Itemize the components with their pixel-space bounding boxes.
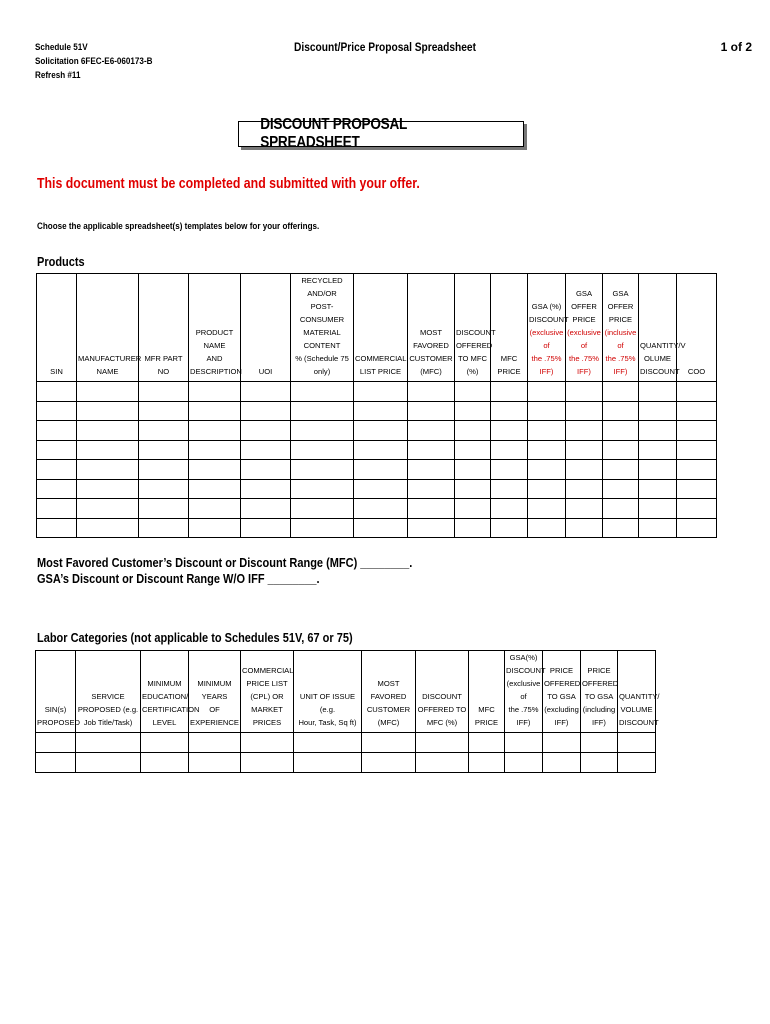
products-table-row [37,421,717,441]
labor-entry-cell[interactable] [141,733,189,753]
products-entry-cell[interactable] [291,518,354,538]
products-entry-cell[interactable] [677,421,717,441]
labor-header-text: (exclusive of [506,679,541,701]
labor-header-cell [362,651,416,733]
labor-header-text: MFC (%) [426,718,458,727]
products-entry-cell[interactable] [37,460,77,480]
products-entry-cell[interactable] [566,460,603,480]
products-header-text: PRICE [608,315,633,324]
products-header-iff-note: IFF) [577,367,591,376]
labor-entry-cell[interactable] [543,733,581,753]
products-entry-cell[interactable] [291,440,354,460]
products-entry-cell[interactable] [37,401,77,421]
labor-entry-cell[interactable] [76,753,141,773]
products-entry-cell[interactable] [77,460,139,480]
products-entry-cell[interactable] [677,499,717,519]
labor-header-text: EDUCATION/ [142,692,189,701]
products-entry-cell[interactable] [639,421,677,441]
labor-header-cell [294,651,362,733]
labor-header-text: MINIMUM [147,679,182,688]
products-entry-cell[interactable] [408,421,455,441]
products-header-iff-note: (exclusive of [529,328,564,350]
products-entry-cell[interactable] [455,460,491,480]
labor-entry-cell[interactable] [362,733,416,753]
products-entry-cell[interactable] [455,421,491,441]
products-header-text: MFR PART NO [144,354,183,376]
products-entry-cell[interactable] [408,382,455,402]
products-entry-cell[interactable] [528,460,566,480]
products-entry-cell[interactable] [291,460,354,480]
products-entry-cell[interactable] [354,479,408,499]
products-entry-cell[interactable] [566,479,603,499]
products-entry-cell[interactable] [354,460,408,480]
labor-header-text: LEVEL [152,718,177,727]
products-entry-cell[interactable] [37,421,77,441]
products-entry-cell[interactable] [528,499,566,519]
labor-entry-cell[interactable] [469,753,505,773]
products-entry-cell[interactable] [455,499,491,519]
labor-entry-cell[interactable] [416,733,469,753]
labor-entry-cell[interactable] [362,753,416,773]
products-header-text: COO [687,367,706,376]
labor-table-row [36,733,656,753]
products-entry-cell[interactable] [491,401,528,421]
labor-header-text: OFFERED [544,679,581,688]
products-entry-cell[interactable] [603,421,639,441]
products-header-text: DISCOUNT [456,328,496,337]
products-entry-cell[interactable] [603,460,639,480]
labor-entry-cell[interactable] [618,753,656,773]
products-entry-cell[interactable] [528,382,566,402]
products-entry-cell[interactable] [139,440,189,460]
products-header-cell [77,274,142,382]
labor-header-cell [36,651,81,733]
products-entry-cell[interactable] [189,401,241,421]
products-header-text: MANUFACTURER [78,354,142,363]
products-entry-cell[interactable] [291,479,354,499]
products-entry-cell[interactable] [139,460,189,480]
products-entry-cell[interactable] [408,401,455,421]
instructions-text: Choose the applicable spreadsheet(s) templates below for your offerings. [37,221,320,232]
labor-header-cell [416,651,469,733]
products-header-text: TO MFC (%) [458,354,487,376]
products-entry-cell[interactable] [491,518,528,538]
products-entry-cell[interactable] [566,401,603,421]
labor-header-text: TO GSA [584,692,614,701]
labor-header-text: PROPOSED (e.g. [77,705,139,714]
products-entry-cell[interactable] [139,518,189,538]
labor-header-cell [189,651,241,733]
products-entry-cell[interactable] [603,401,639,421]
products-entry-cell[interactable] [139,401,189,421]
products-entry-cell[interactable] [139,499,189,519]
labor-header-text: DISCOUNT [619,718,659,727]
products-entry-cell[interactable] [455,518,491,538]
labor-entry-cell[interactable] [416,753,469,773]
solicitation-label: Solicitation 6FEC-E6-060173-B [35,56,153,66]
products-header-cell [408,274,455,382]
gsa-discount-line: GSA’s Discount or Discount Range W/O IFF ________. [37,572,320,586]
labor-header-text: MINIMUM YEARS [197,679,232,701]
products-entry-cell[interactable] [491,479,528,499]
labor-table-row [36,753,656,773]
products-header-iff-note: the .75% [569,354,599,363]
products-header-cell [566,274,603,382]
labor-entry-cell[interactable] [469,733,505,753]
products-heading: Products [37,255,85,269]
products-entry-cell[interactable] [455,401,491,421]
products-entry-cell[interactable] [639,440,677,460]
products-entry-cell[interactable] [603,499,639,519]
labor-header-text: SERVICE [91,692,125,701]
products-entry-cell[interactable] [455,440,491,460]
products-entry-cell[interactable] [139,382,189,402]
products-entry-cell[interactable] [354,518,408,538]
products-header-text: DISCOUNT [529,315,569,324]
labor-entry-cell[interactable] [294,733,362,753]
products-entry-cell[interactable] [354,499,408,519]
labor-header-cell [141,651,200,733]
labor-header-row [36,651,656,733]
products-entry-cell[interactable] [139,421,189,441]
products-header-text: MFC PRICE [497,354,521,376]
main-title: DISCOUNT PROPOSAL SPREADSHEET [260,116,407,151]
products-header-text: COMMERCIAL [355,354,407,363]
products-entry-cell[interactable] [189,460,241,480]
products-header-text: MOST [420,328,442,337]
labor-entry-cell[interactable] [581,733,618,753]
products-header-text: RECYCLED AND/OR [301,276,343,298]
products-entry-cell[interactable] [291,499,354,519]
products-entry-cell[interactable] [241,382,291,402]
labor-header-text: IFF) [592,718,606,727]
labor-entry-cell[interactable] [543,753,581,773]
labor-header-text: TO GSA [547,692,576,701]
products-header-text: SIN [50,367,63,376]
products-entry-cell[interactable] [677,460,717,480]
products-entry-cell[interactable] [566,499,603,519]
labor-header-text: PRICE LIST [246,679,288,688]
labor-header-text: IFF) [554,718,569,727]
products-entry-cell[interactable] [408,440,455,460]
labor-entry-cell[interactable] [294,753,362,773]
labor-header-text: OFFERED TO [417,705,467,714]
labor-header-text: the .75% [508,705,539,714]
labor-header-text: MOST FAVORED [370,679,407,701]
labor-header-text: (excluding [544,705,579,714]
products-table-row [37,499,717,519]
products-table-row [37,401,717,421]
products-entry-cell[interactable] [241,518,291,538]
labor-header-text: OF EXPERIENCE [190,705,239,727]
products-entry-cell[interactable] [528,401,566,421]
products-entry-cell[interactable] [291,382,354,402]
products-entry-cell[interactable] [639,401,677,421]
labor-header-text: Hour, Task, Sq ft) [298,718,357,727]
labor-entry-cell[interactable] [241,753,294,773]
labor-entry-cell[interactable] [581,753,618,773]
products-header-text: GSA OFFER [607,289,634,311]
labor-header-cell [581,651,618,733]
labor-header-text: DISCOUNT [506,666,546,675]
products-header-text: GSA (%) [531,302,562,311]
products-entry-cell[interactable] [491,440,528,460]
labor-header-text: (CPL) OR [250,692,284,701]
labor-header-cell [618,651,660,733]
products-entry-cell[interactable] [408,479,455,499]
labor-header-text: UNIT OF ISSUE (e.g. [299,692,356,714]
header-title: Discount/Price Proposal Spreadsheet [294,40,476,54]
products-header-text: UOI [258,367,273,376]
products-header-row [37,274,717,382]
products-entry-cell[interactable] [677,518,717,538]
products-entry-cell[interactable] [491,382,528,402]
labor-header-cell [543,651,581,733]
products-entry-cell[interactable] [603,440,639,460]
products-entry-cell[interactable] [566,421,603,441]
labor-entry-cell[interactable] [505,733,543,753]
products-header-text: QUANTITY/V [640,341,686,350]
products-header-text: (MFC) [420,367,442,376]
labor-categories-table [35,650,660,773]
products-entry-cell[interactable] [354,401,408,421]
products-header-cell [291,274,354,382]
products-entry-cell[interactable] [455,479,491,499]
products-header-text: % (Schedule 75 only) [295,354,349,376]
products-table-row [37,479,717,499]
products-entry-cell[interactable] [528,479,566,499]
labor-header-text: PRICE [587,666,611,675]
products-header-text: OLUME [643,354,671,363]
products-header-text: AND [206,354,223,363]
products-table-row [37,440,717,460]
labor-entry-cell[interactable] [189,733,241,753]
products-entry-cell[interactable] [639,499,677,519]
products-entry-cell[interactable] [241,479,291,499]
refresh-label: Refresh #11 [35,70,81,80]
products-header-text: GSA OFFER [571,289,597,311]
products-header-cell [491,274,528,382]
products-header-cell [528,274,569,382]
products-entry-cell[interactable] [77,421,139,441]
labor-entry-cell[interactable] [241,733,294,753]
labor-header-text: QUANTITY/ [619,692,660,701]
products-entry-cell[interactable] [528,518,566,538]
labor-header-text: SIN(s) [44,705,67,714]
labor-header-text: OFFERED [582,679,619,688]
labor-entry-cell[interactable] [76,733,141,753]
labor-header-text: PRICE [549,666,574,675]
labor-header-text: VOLUME [620,705,653,714]
labor-header-cell [505,651,546,733]
products-entry-cell[interactable] [639,460,677,480]
products-header-text: POST-CONSUMER [299,302,345,324]
products-header-iff-note: (inclusive of [604,328,637,350]
products-entry-cell[interactable] [408,518,455,538]
products-table-row [37,382,717,402]
products-header-iff-note: (exclusive of [567,328,601,350]
products-header-iff-note: IFF) [539,367,554,376]
products-entry-cell[interactable] [37,499,77,519]
products-entry-cell[interactable] [77,518,139,538]
products-entry-cell[interactable] [603,382,639,402]
products-entry-cell[interactable] [491,499,528,519]
products-entry-cell[interactable] [639,382,677,402]
labor-header-text: IFF) [516,718,531,727]
main-title-box [238,116,524,151]
products-header-cell [677,274,717,382]
products-header-iff-note: IFF) [613,367,628,376]
products-table-row [37,460,717,480]
products-entry-cell[interactable] [291,401,354,421]
products-entry-cell[interactable] [37,518,77,538]
labor-header-text: COMMERCIAL [242,666,294,675]
products-header-text: CUSTOMER [409,354,453,363]
products-entry-cell[interactable] [77,440,139,460]
mfc-discount-line: Most Favored Customer’s Discount or Discount Range (MFC) ________. [37,556,413,570]
products-header-text: LIST PRICE [359,367,402,376]
labor-header-text: PROPOSED [37,718,81,727]
labor-header-text: (MFC) [377,718,400,727]
products-entry-cell[interactable] [677,440,717,460]
products-header-cell [37,274,77,382]
labor-entry-cell[interactable] [189,753,241,773]
products-header-iff-note: the .75% [531,354,562,363]
products-table [36,273,717,538]
products-entry-cell[interactable] [241,401,291,421]
products-entry-cell[interactable] [241,460,291,480]
products-entry-cell[interactable] [189,440,241,460]
products-header-iff-note: the .75% [605,354,636,363]
products-entry-cell[interactable] [566,440,603,460]
products-entry-cell[interactable] [139,479,189,499]
products-entry-cell[interactable] [241,421,291,441]
labor-header-text: MARKET [251,705,283,714]
labor-entry-cell[interactable] [505,753,543,773]
products-entry-cell[interactable] [354,421,408,441]
products-entry-cell[interactable] [491,421,528,441]
products-entry-cell[interactable] [677,382,717,402]
products-entry-cell[interactable] [77,499,139,519]
products-entry-cell[interactable] [37,440,77,460]
products-entry-cell[interactable] [77,382,139,402]
products-header-cell [639,274,686,382]
products-entry-cell[interactable] [677,479,717,499]
products-entry-cell[interactable] [37,382,77,402]
products-entry-cell[interactable] [603,479,639,499]
products-entry-cell[interactable] [354,440,408,460]
products-entry-cell[interactable] [354,382,408,402]
products-entry-cell[interactable] [639,518,677,538]
labor-header-text: PRICES [252,718,282,727]
products-header-cell [139,274,189,382]
products-header-cell [455,274,496,382]
products-entry-cell[interactable] [639,479,677,499]
products-entry-cell[interactable] [189,518,241,538]
products-entry-cell[interactable] [528,440,566,460]
products-entry-cell[interactable] [491,460,528,480]
products-entry-cell[interactable] [603,518,639,538]
labor-header-text: DISCOUNT [422,692,462,701]
labor-entry-cell[interactable] [618,733,656,753]
labor-header-text: GSA(%) [509,653,538,662]
labor-entry-cell[interactable] [141,753,189,773]
products-entry-cell[interactable] [189,382,241,402]
labor-header-cell [76,651,141,733]
products-entry-cell[interactable] [455,382,491,402]
products-entry-cell[interactable] [408,499,455,519]
products-entry-cell[interactable] [408,460,455,480]
products-header-cell [189,274,241,382]
submission-notice: This document must be completed and submitted with your offer. [37,176,420,192]
products-entry-cell[interactable] [189,479,241,499]
labor-header-cell [469,651,505,733]
products-entry-cell[interactable] [566,518,603,538]
products-table-row [37,518,717,538]
labor-header-text: Job Title/Task) [83,718,133,727]
products-header-cell [603,274,639,382]
labor-header-text: MFC PRICE [474,705,499,727]
products-entry-cell[interactable] [528,421,566,441]
products-header-cell [354,274,408,382]
page-number: 1 of 2 [720,40,752,54]
products-header-text: NAME [96,367,119,376]
products-header-text: DISCOUNT [640,367,680,376]
products-entry-cell[interactable] [677,401,717,421]
labor-header-text: (including [582,705,616,714]
products-entry-cell[interactable] [77,401,139,421]
labor-entry-cell[interactable] [36,753,76,773]
products-header-text: FAVORED [413,341,449,350]
schedule-label: Schedule 51V [35,42,88,52]
products-entry-cell[interactable] [291,421,354,441]
products-header-text: PRODUCT NAME [195,328,234,350]
products-entry-cell[interactable] [37,479,77,499]
products-entry-cell[interactable] [241,440,291,460]
products-header-text: MATERIAL CONTENT [303,328,341,350]
products-entry-cell[interactable] [241,499,291,519]
products-header-text: OFFERED [456,341,493,350]
products-entry-cell[interactable] [189,421,241,441]
products-entry-cell[interactable] [566,382,603,402]
products-entry-cell[interactable] [77,479,139,499]
labor-header-text: CUSTOMER [366,705,411,714]
labor-header-cell [241,651,294,733]
labor-heading: Labor Categories (not applicable to Schedules 51V, 67 or 75) [37,631,353,645]
labor-entry-cell[interactable] [36,733,76,753]
products-header-text: PRICE [572,315,596,324]
products-header-text: DESCRIPTION [190,367,242,376]
labor-header-text: CERTIFICATION [142,705,200,714]
products-header-cell [241,274,291,382]
products-entry-cell[interactable] [189,499,241,519]
